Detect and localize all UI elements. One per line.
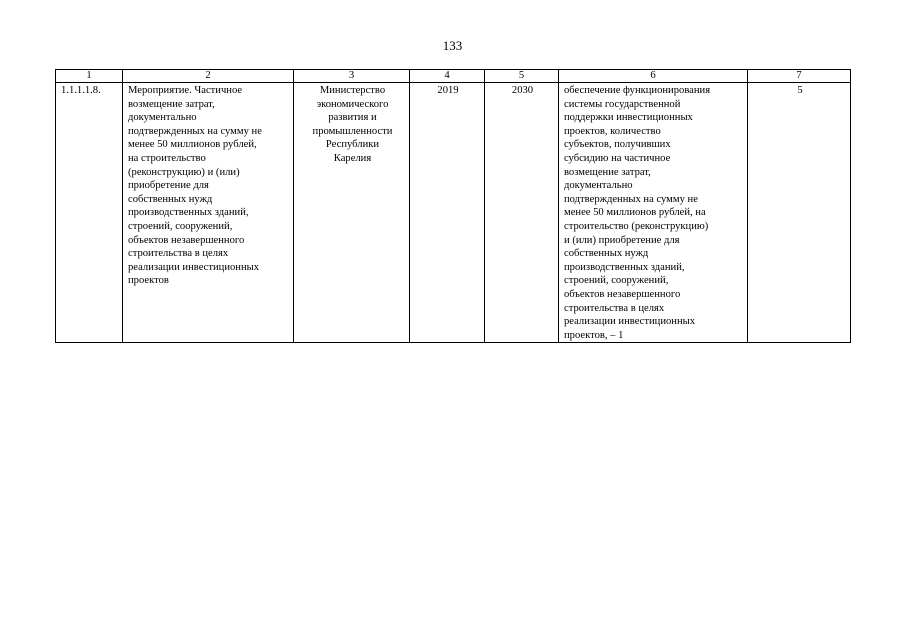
row-start-year: 2019 xyxy=(410,83,485,343)
header-cell-5: 5 xyxy=(485,70,559,83)
row-col7-value: 5 xyxy=(748,83,851,343)
header-cell-7: 7 xyxy=(748,70,851,83)
page-number: 133 xyxy=(442,38,463,53)
header-cell-4: 4 xyxy=(410,70,485,83)
row-code: 1.1.1.1.8. xyxy=(56,83,123,343)
row-end-year: 2030 xyxy=(485,83,559,343)
header-cell-2: 2 xyxy=(123,70,294,83)
header-cell-3: 3 xyxy=(294,70,410,83)
table-row xyxy=(56,83,851,343)
row-event-description: Мероприятие. Частичное возмещение затрат, документально подтвержденных на сумму не менее 50 миллионов рублей, на строительство (реконструкцию) и (или) приобретение для собственных нужд производственных зданий, строений, сооружений, объектов незавершенного строительства в целях реализации инвестиционных проектов xyxy=(123,83,294,343)
table-header-row xyxy=(56,70,851,83)
header-cell-1: 1 xyxy=(56,70,123,83)
header-cell-6: 6 xyxy=(559,70,748,83)
program-table xyxy=(55,69,851,343)
row-executor: Министерство экономического развития и промышленности Республики Карелия xyxy=(294,83,410,343)
row-expected-result: обеспечение функционирования системы государственной поддержки инвестиционных проектов, количество субъектов, получивших субсидию на частичное возмещение затрат, документально подтвержденных на сумму не менее 50 миллионов рублей, на строительство (реконструкцию) и (или) приобретение для собственных нужд производственных зданий, строений, сооружений, объектов незавершенного строительства в целях реализации инвестиционных проектов, – 1 xyxy=(559,83,748,343)
